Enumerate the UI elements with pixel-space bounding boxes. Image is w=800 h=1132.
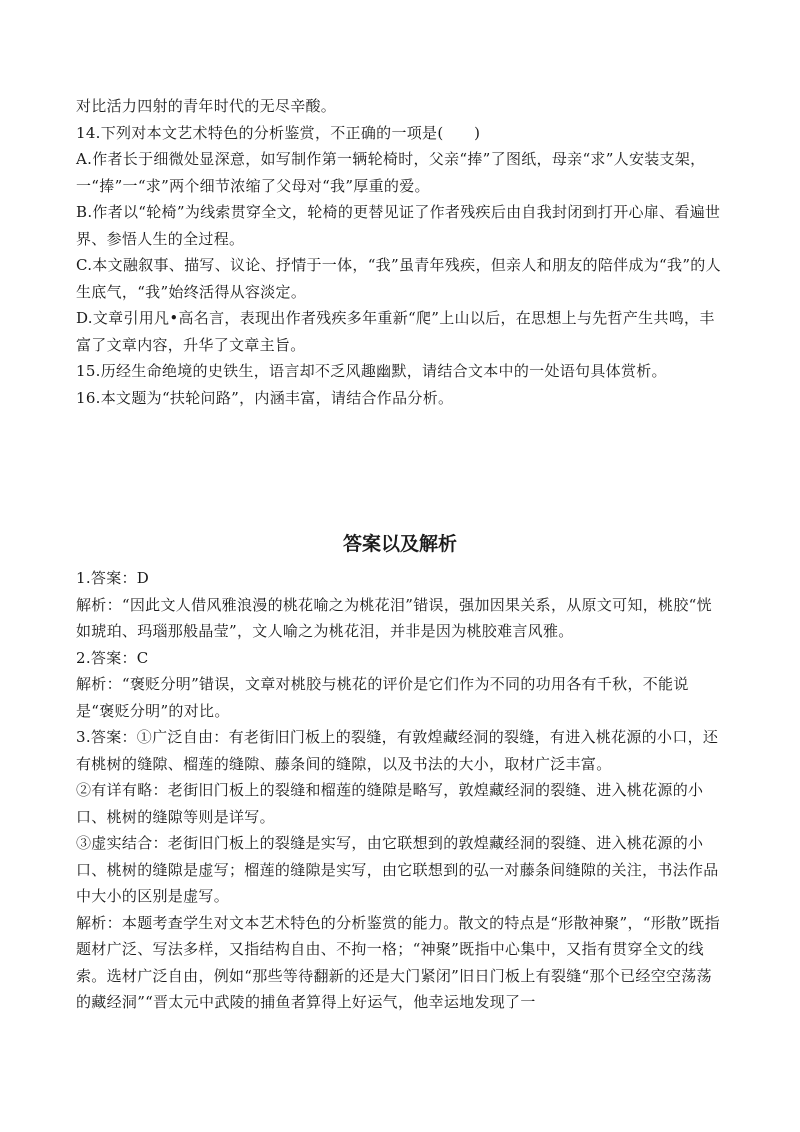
question-14-option-c: C.本文融叙事、描写、议论、抒情于一体，“我”虽青年残疾，但亲人和朋友的陪伴成为“我”的人生底气，“我”始终活得从容淡定。 (76, 256, 721, 301)
answer-1-explanation: 解析：“因此文人借风雅浪漫的桃花喻之为桃花泪”错误，强加因果关系，从原文可知，桃胶“恍如琥珀、玛瑙那般晶莹”，文人喻之为桃花泪，并非是因为桃胶难言风雅。 (76, 595, 712, 640)
question-14-option-a: A.作者长于细微处显深意，如写制作第一辆轮椅时，父亲“捧”了图纸，母亲“求”人安装支架，一“捧”一“求”两个细节浓缩了父母对“我”厚重的爱。 (76, 150, 706, 195)
question-14-option-d: D.文章引用凡•高名言，表现出作者残疾多年重新“爬”上山以后，在思想上与先哲产生共鸣，丰富了文章内容，升华了文章主旨。 (76, 309, 715, 354)
answer-3-point-3: ③虚实结合：老街旧门板上的裂缝是实写，由它联想到的敦煌藏经洞的裂缝、进入桃花源的小口、桃树的缝隙是虚写；榴莲的缝隙是实写，由它联想到的弘一对藤条间缝隙的关注，书法作品中大小的区别是虚写。 (76, 834, 719, 905)
question-14-option-b: B.作者以“轮椅”为线索贯穿全文，轮椅的更替见证了作者残疾后由自我封闭到打开心扉、看遍世界、参悟人生的全过程。 (76, 203, 721, 248)
answer-3-explanation: 解析：本题考查学生对文本艺术特色的分析鉴赏的能力。散文的特点是“形散神聚”，“形散”既指题材广泛、写法多样，又指结构自由、不拘一格；“神聚”既指中心集中，又指有贯穿全文的线索。选材广泛自由，例如“那些等待翻新的还是大门紧闭”旧日门板上有裂缝“那个已经空空荡荡的藏经洞”“晋太元中武陵的捕鱼者算得上好运气，他幸运地发现了一 (76, 913, 720, 1011)
question-14-stem: 14.下列对本文艺术特色的分析鉴赏，不正确的一项是( ) (76, 123, 481, 142)
answer-2-explanation: 解析：“褒贬分明”错误，文章对桃胶与桃花的评价是它们作为不同的功用各有千秋，不能说是“褒贬分明”的对比。 (76, 675, 689, 720)
questions-section (76, 93, 726, 411)
question-15: 15.历经生命绝境的史铁生，语言却不乏风趣幽默，请结合文本中的一处语句具体赏析。 (76, 362, 667, 380)
answer-3-point-1: 3.答案：①广泛自由：有老街旧门板上的裂缝，有敦煌藏经洞的裂缝，有进入桃花源的小口，还有桃树的缝隙、榴莲的缝隙、藤条间的缝隙，以及书法的大小，取材广泛丰富。 (76, 728, 719, 773)
answers-section (76, 565, 726, 1016)
answer-2: 2.答案：C (76, 648, 149, 667)
question-text-continuation: 对比活力四射的青年时代的无尽辛酸。 (76, 97, 337, 115)
answer-1: 1.答案：D (76, 569, 150, 587)
question-16: 16.本文题为“扶轮问路”，内涵丰富，请结合作品分析。 (76, 388, 454, 407)
answer-3-point-2: ②有详有略：老街旧门板上的裂缝和榴莲的缝隙是略写，敦煌藏经洞的裂缝、进入桃花源的小口、桃树的缝隙等则是详写。 (76, 781, 704, 826)
answer-section-title: 答案以及解析 (342, 533, 457, 555)
